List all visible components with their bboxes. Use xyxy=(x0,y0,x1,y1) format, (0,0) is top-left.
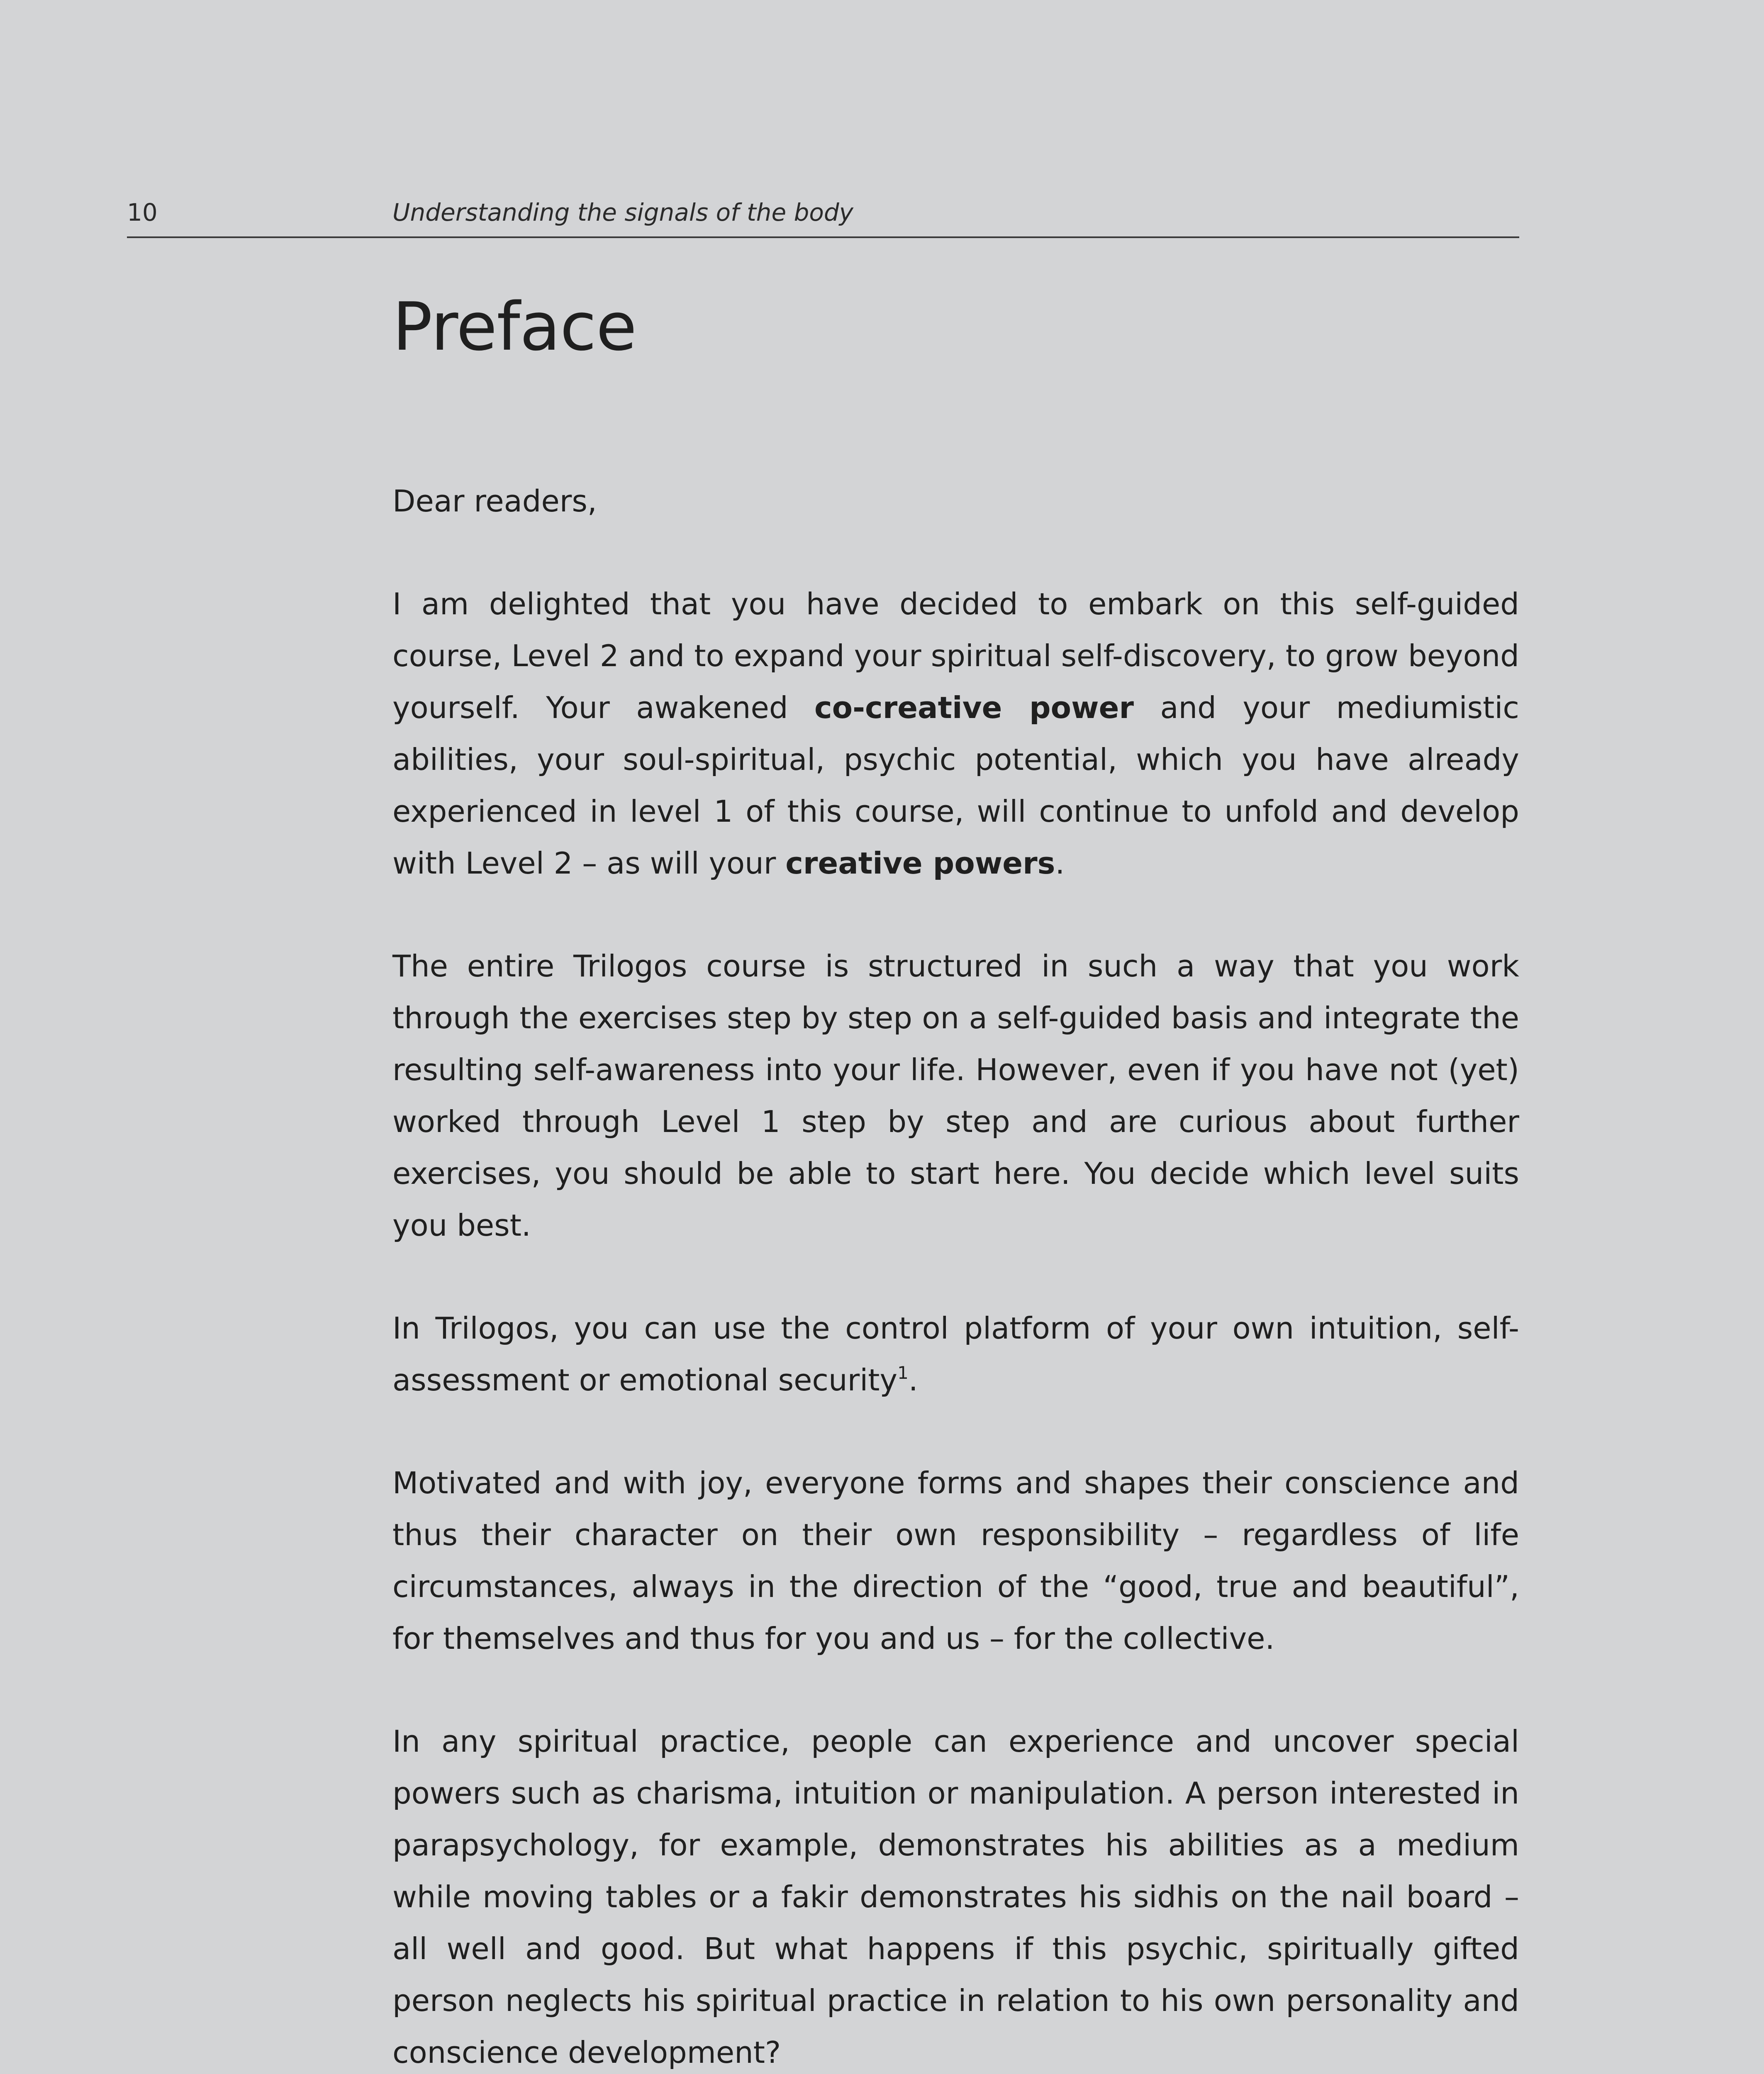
paragraph-3-end: . xyxy=(908,1363,918,1397)
page-title: Preface xyxy=(392,288,637,365)
page-number: 10 xyxy=(127,198,158,226)
running-header xyxy=(127,195,1519,238)
main-content xyxy=(392,290,1519,2074)
paragraph-1-text-d: . xyxy=(1055,846,1065,881)
paragraph-5: In any spiritual practice, people can experience and uncover special powers such as charisma, intuition or manipulation. A person interested in parapsychology, for example, demonstrates his abilities as a medium while moving tables or a fakir demonstrates his sidhis on the nail board – all well and good. But what happens if this psychic, spiritually gifted person neglects his spiritual practice in relation to his own personality and conscience development? xyxy=(392,1724,1519,2070)
paragraph-1 xyxy=(392,578,1519,889)
paragraph-4: Motivated and with joy, everyone forms and shapes their conscience and thus their character on their own responsibility – regardless of life circumstances, always in the direction of the “good, true and beautiful”, for themselves and thus for you and us – for the collective. xyxy=(392,1465,1519,1656)
footnote-reference: 1 xyxy=(897,1363,909,1383)
paragraph-1-text-c: and your mediumistic abilities, your soul-spiritual, psychic potential, which you have already experienced in level 1 of this course, will continue to unfold and develop with Level 2 – as will your xyxy=(392,690,1519,881)
paragraph-3-text: In Trilogos, you can use the control platform of your own intuition, self-assessment or emotional security xyxy=(392,1311,1519,1397)
running-title: Understanding the signals of the body xyxy=(392,198,854,226)
bold-creative-powers: creative powers xyxy=(785,846,1055,881)
bold-co-creative-power: co-creative power xyxy=(814,690,1134,725)
paragraph-3 xyxy=(392,1302,1519,1406)
greeting: Dear readers, xyxy=(392,484,597,518)
paragraph-2: The entire Trilogos course is structured in such a way that you work through the exercises step by step on a self-guided basis and integrate the resulting self-awareness into your life. However, even if you have not (yet) worked through Level 1 step by step and are curious about further exercises, you should be able to start here. You decide which level suits you best. xyxy=(392,949,1519,1243)
paragraph-1-text-a: I am delighted that you have decided to embark on this self-guided course, Level 2 and to expand your spiritual self-discovery, to grow beyond yourself. Your awakened xyxy=(392,587,1519,725)
